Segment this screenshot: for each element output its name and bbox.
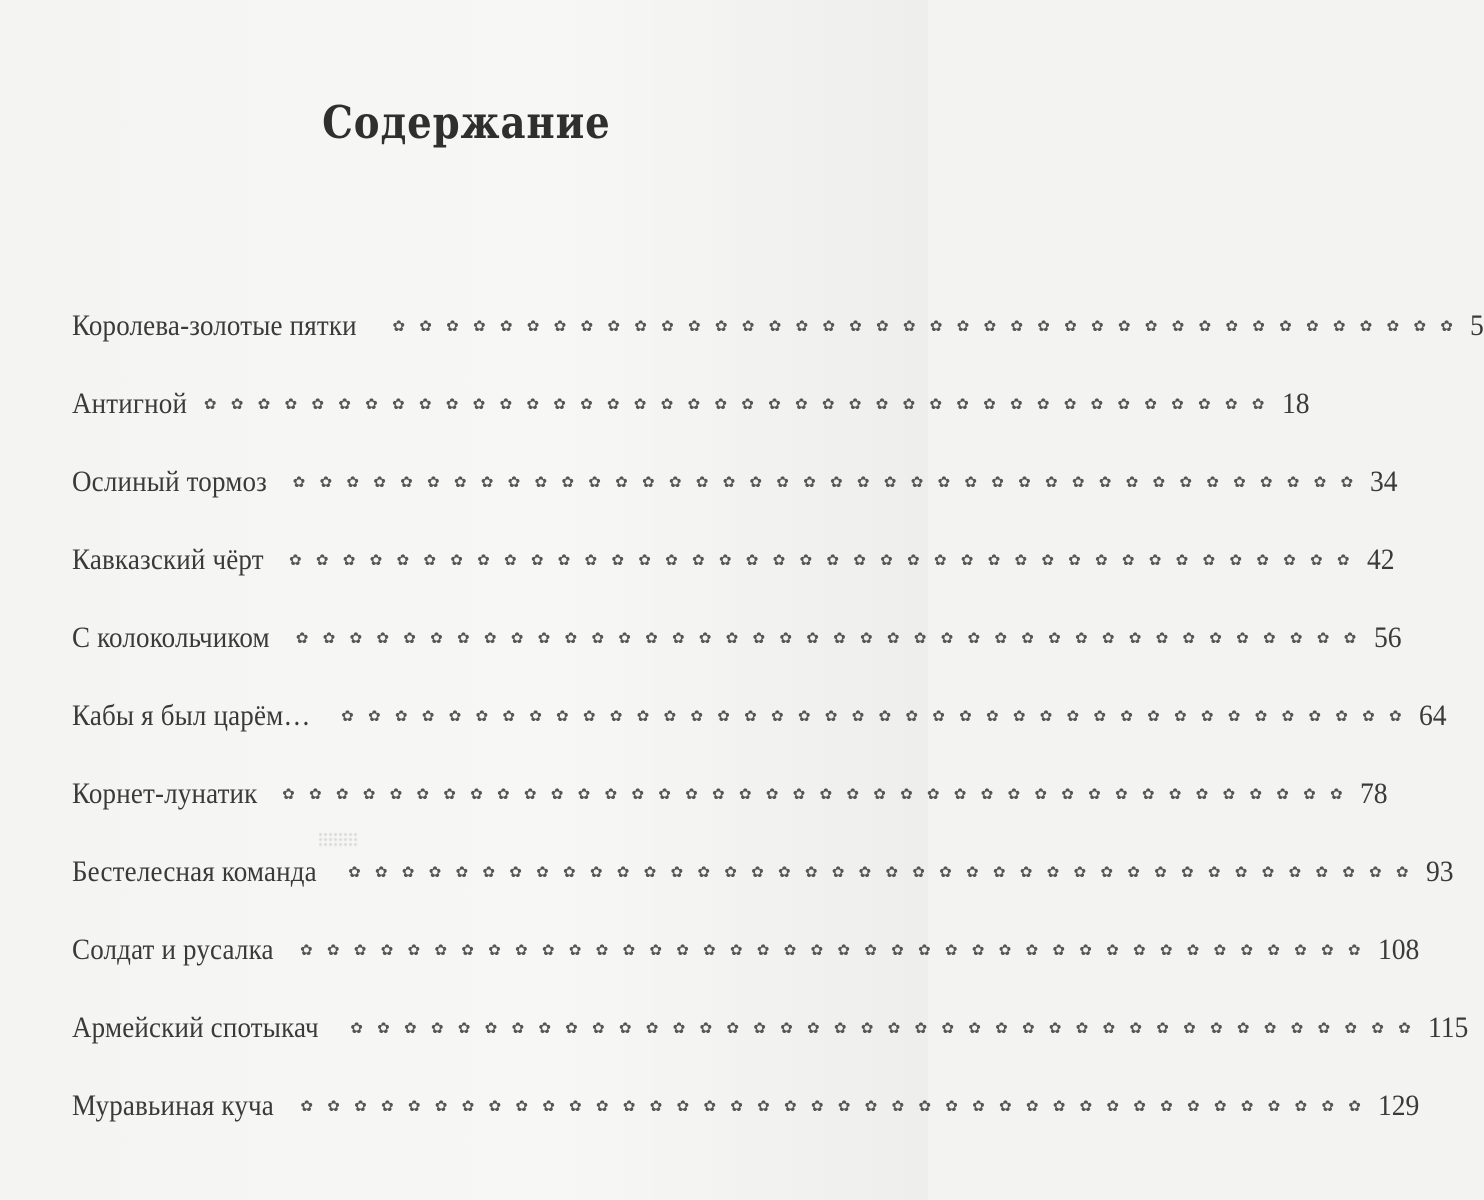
toc-entry (72, 382, 1310, 460)
toc-entry-title: Армейский спотыкач (72, 1011, 319, 1044)
toc-entry (72, 1006, 1469, 1084)
toc-dot-leader: ✿✿✿✿✿✿✿✿✿✿✿✿✿✿✿✿✿✿✿✿✿✿✿✿✿✿✿✿✿✿✿✿✿✿✿✿✿✿✿✿ (350, 1019, 1425, 1037)
toc-entry-title: Муравьиная куча (72, 1089, 274, 1122)
toc-entry-page: 78 (1359, 777, 1388, 810)
page-title: Содержание (322, 96, 611, 149)
toc-entry (72, 1084, 1420, 1162)
table-of-contents (72, 304, 1484, 1162)
toc-dot-leader: ✿✿✿✿✿✿✿✿✿✿✿✿✿✿✿✿✿✿✿✿✿✿✿✿✿✿✿✿✿✿✿✿✿✿✿✿✿✿✿✿ (392, 317, 1468, 335)
toc-dot-leader: ✿✿✿✿✿✿✿✿✿✿✿✿✿✿✿✿✿✿✿✿✿✿✿✿✿✿✿✿✿✿✿✿✿✿✿✿✿✿✿✿ (341, 707, 1416, 725)
toc-dot-leader: ✿✿✿✿✿✿✿✿✿✿✿✿✿✿✿✿✿✿✿✿✿✿✿✿✿✿✿✿✿✿✿✿✿✿✿✿✿✿✿✿ (300, 941, 1375, 959)
toc-entry (72, 928, 1420, 1006)
toc-entry-page: 5 (1470, 309, 1484, 342)
toc-entry-title: Кабы я был царём… (72, 699, 311, 732)
toc-dot-leader: ✿✿✿✿✿✿✿✿✿✿✿✿✿✿✿✿✿✿✿✿✿✿✿✿✿✿✿✿✿✿✿✿✿✿✿✿✿✿✿✿ (292, 473, 1368, 491)
toc-entry (72, 772, 1388, 850)
toc-entry-title: Кавказский чёрт (72, 543, 264, 576)
toc-entry-title: Антигной (72, 387, 188, 420)
toc-dot-leader: ✿✿✿✿✿✿✿✿✿✿✿✿✿✿✿✿✿✿✿✿✿✿✿✿✿✿✿✿✿✿✿✿✿✿✿✿✿✿✿✿ (295, 629, 1371, 647)
toc-dot-leader: ✿✿✿✿✿✿✿✿✿✿✿✿✿✿✿✿✿✿✿✿✿✿✿✿✿✿✿✿✿✿✿✿✿✿✿✿✿✿✿✿ (289, 551, 1364, 569)
toc-entry-page: 93 (1425, 855, 1454, 888)
toc-dot-leader: ✿✿✿✿✿✿✿✿✿✿✿✿✿✿✿✿✿✿✿✿✿✿✿✿✿✿✿✿✿✿✿✿✿✿✿✿✿✿✿✿ (203, 395, 1279, 413)
toc-dot-leader: ✿✿✿✿✿✿✿✿✿✿✿✿✿✿✿✿✿✿✿✿✿✿✿✿✿✿✿✿✿✿✿✿✿✿✿✿✿✿✿✿ (282, 785, 1357, 803)
toc-entry-page: 115 (1427, 1011, 1469, 1044)
toc-entry-title: С колокольчиком (72, 621, 270, 654)
toc-entry-page: 34 (1370, 465, 1398, 498)
toc-entry (72, 616, 1402, 694)
toc-entry (72, 538, 1395, 616)
toc-entry-title: Солдат и русалка (72, 933, 274, 966)
toc-entry-title: Королева-золотые пятки (72, 309, 357, 342)
toc-entry-page: 129 (1378, 1089, 1420, 1122)
toc-entry (72, 304, 1484, 382)
toc-entry-page: 42 (1366, 543, 1395, 576)
toc-entry-title: Бестелесная команда (72, 855, 317, 888)
toc-entry-page: 18 (1281, 387, 1310, 420)
toc-entry-title: Корнет-лунатик (72, 777, 258, 810)
toc-entry (72, 850, 1454, 928)
toc-entry-page: 108 (1377, 933, 1420, 966)
toc-entry (72, 460, 1398, 538)
toc-dot-leader: ✿✿✿✿✿✿✿✿✿✿✿✿✿✿✿✿✿✿✿✿✿✿✿✿✿✿✿✿✿✿✿✿✿✿✿✿✿✿✿✿ (348, 863, 1423, 881)
toc-entry-page: 64 (1418, 699, 1447, 732)
toc-entry-title: Ослиный тормоз (72, 465, 268, 498)
toc-entry-page: 56 (1373, 621, 1402, 654)
toc-dot-leader: ✿✿✿✿✿✿✿✿✿✿✿✿✿✿✿✿✿✿✿✿✿✿✿✿✿✿✿✿✿✿✿✿✿✿✿✿✿✿✿✿ (300, 1097, 1376, 1115)
toc-entry (72, 694, 1447, 772)
